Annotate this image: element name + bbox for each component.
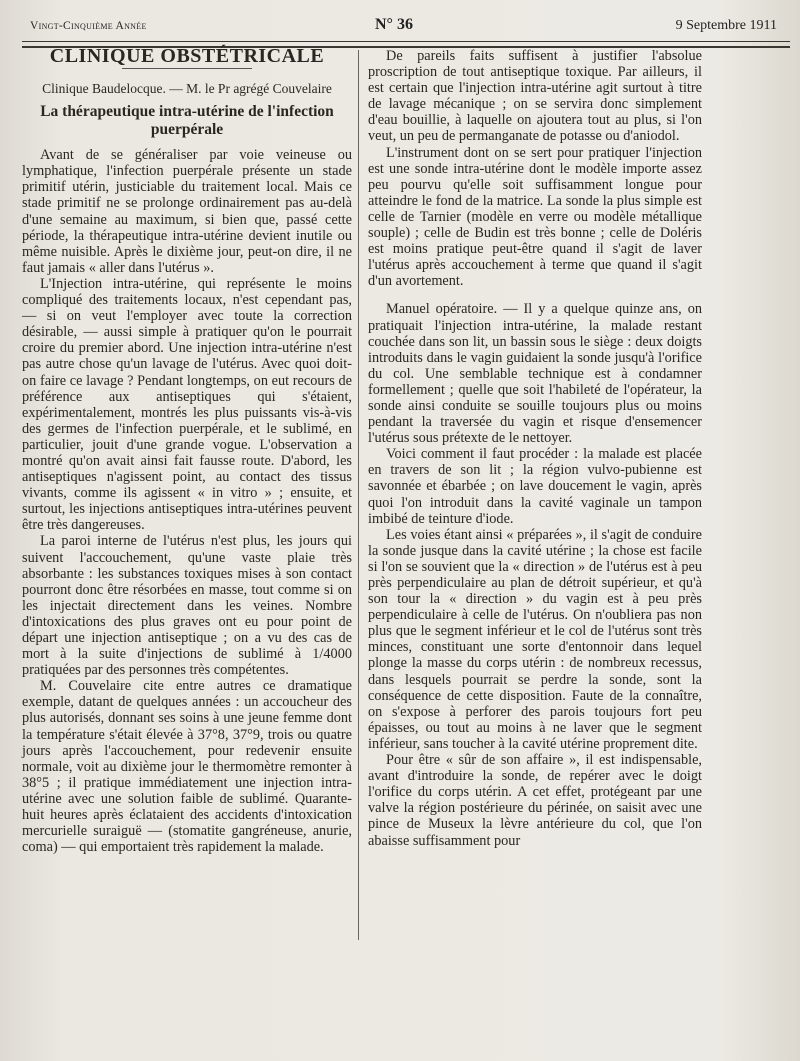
section-title: CLINIQUE OBSTÉTRICALE — [49, 45, 325, 67]
page-header — [30, 16, 785, 38]
paragraph: Manuel opératoire. — Il y a quelque quinze ans, on pratiquait l'injection intra-utérine, la malade restant couchée dans son lit, un bassin sous le siège : deux doigts introduits dans le vagin guidaient la sonde jusqu'à l'orifice du col. Une semblable technique est à condamner formellement ; quelle que soit l'habileté de l'opérateur, la sonde ainsi conduite se souille toujours plus ou moins pendant la traversée du vagin et risque d'ensemencer l'utérus sous prétexte de le nettoyer. — [368, 301, 702, 447]
paragraph: M. Couvelaire cite entre autres ce dramatique exemple, datant de quelques années : un accoucheur des plus autorisés, donnant ses soins à une jeune femme dont la température s'était élevée à 37°8, 37°9, trois ou quatre jours après l'accouchement, pour redevenir ensuite normale, voit au dixième jour le thermomètre remonter à 38°5 ; il pratique immédiatement une injection intra-utérine avec une solution faible de sublimé. Quarante-huit heures après éclataient des accidents d'intoxication mercurielle suraiguë — (stomatite gangréneuse, anurie, coma) — qui emportaient très rapidement la malade. — [22, 678, 352, 856]
header-issue-number: N° 36 — [375, 16, 413, 33]
paragraph: Pour être « sûr de son affaire », il est indispensable, avant d'introduire la sonde, de repérer avec le doigt l'orifice du corps utérin. A cet effet, protégeant par une valve la région postérieure du périnée, on saisit avec une pince de Museux la lèvre antérieure du col, que l'on abaisse suffisamment pour — [368, 752, 702, 849]
column-divider — [358, 50, 359, 940]
paragraph: De pareils faits suffisent à justifier l'absolue proscription de tout antiseptique toxique. Par ailleurs, il est certain que l'injection intra-utérine agit surtout à titre de lavage mécanique ; on se servira donc simplement d'eau bouillie, à laquelle on ajoutera tout au plus, si l'on veut, un peu de permanganate de potasse ou d'aniodol. — [368, 48, 702, 145]
section-title-rule — [122, 68, 252, 69]
byline: Clinique Baudelocque. — M. le Pr agrégé Couvelaire — [42, 81, 332, 97]
column-left — [22, 45, 352, 856]
paragraph-gap — [368, 289, 702, 301]
paragraph: Les voies étant ainsi « préparées », il s'agit de conduire la sonde jusque dans la cavité utérine ; la chose est facile si l'on se souvient que la « direction » de l'utérus est à peu près perpendiculaire au plan de détroit supérieur, et qu'à son tour la « direction » du vagin est à peu près perpendiculaire à celle de l'utérus. On n'oubliera pas non plus que le segment inférieur et le col de l'utérus sont très minces, constituant une sorte d'entonnoir dans lequel plonge la masse du corps utérin : de nombreux recessus, dans lesquels pourrait se perdre la sonde, sont la conséquence de cette disposition. Faute de la connaître, on s'expose à perforer des parois toujours fort peu épaisses, ou tout au moins à ne laver que le segment inférieur, sans toucher à la cavité utérine proprement dite. — [368, 526, 702, 752]
header-year: Vingt-Cinquième Année — [30, 20, 147, 32]
paragraph: Voici comment il faut procéder : la malade est placée en travers de son lit ; la région vulvo-pubienne est savonnée et ébarbée ; on lave doucement le vagin, après quoi l'on introduit dans la cavité vaginale un tampon imbibé de teinture d'iode. — [368, 446, 702, 527]
paragraph: L'Injection intra-utérine, qui représente le moins compliqué des traitements locaux, n'est cependant pas, — si on veut l'employer avec toute la correction désirable, — aussi simple à pratiquer qu'on le pourrait croire du premier abord. Une injection intra-utérine n'est pas autre chose qu'un lavage de l'utérus. Avec quoi doit-on faire ce lavage ? Pendant longtemps, on eut recours de préférence aux antiseptiques qui s'étaient, expérimentalement, montrés les plus puissants vis-à-vis des germes de l'infection puerpérale, et le sublimé, en particulier, jouit d'une grande vogue. L'observation a montré qu'on avait ainsi fait fausse route. D'abord, les antiseptiques n'agissent point, au contact des tissus vivants, comme ils agissent « in vitro » ; ensuite, et surtout, les injections antiseptiques intra-utérines peuvent être très dangereuses. — [22, 275, 352, 534]
paragraph: L'instrument dont on se sert pour pratiquer l'injection est une sonde intra-utérine dont le modèle importe assez peu pourvu qu'elle soit suffisamment longue pour atteindre le fond de la matrice. La sonde la plus simple est celle de Tarnier (modèle en verre ou modèle métallique souple) ; celle de Budin est très bonne ; celle de Doléris est moins pratique peut-être quand il s'agit de laver l'utérus après accouchement à terme que quand il s'agit d'un avortement. — [368, 144, 702, 290]
header-date: 9 Septembre 1911 — [675, 18, 777, 33]
column-right — [368, 48, 702, 849]
paragraph: La paroi interne de l'utérus n'est plus, les jours qui suivent l'accouchement, qu'une vaste plaie très absorbante : les substances toxiques mises à son contact pourront donc être résorbées en masse, tout comme si on les injectait directement dans les veines. Nombre d'intoxications des plus graves ont eu pour point de départ une injection antiseptique ; on a vu des cas de mort à la suite d'injections de sublimé à 1/4000 pratiquées par des personnes très compétentes. — [22, 533, 352, 679]
article-title: La thérapeutique intra-utérine de l'infection puerpérale — [40, 103, 334, 139]
paragraph: Avant de se généraliser par voie veineuse ou lymphatique, l'infection puerpérale présente un stade primitif utérin, justiciable du traitement local. Mais ce stade primitif ne se prolonge ordinairement pas au-delà d'une semaine au maximum, si bien que, passé cette période, la thérapeutique intra-utérine devient inutile ou même nuisible. Après le dixième jour, peut-on dire, il ne faut jamais « aller dans l'utérus ». — [22, 147, 352, 276]
